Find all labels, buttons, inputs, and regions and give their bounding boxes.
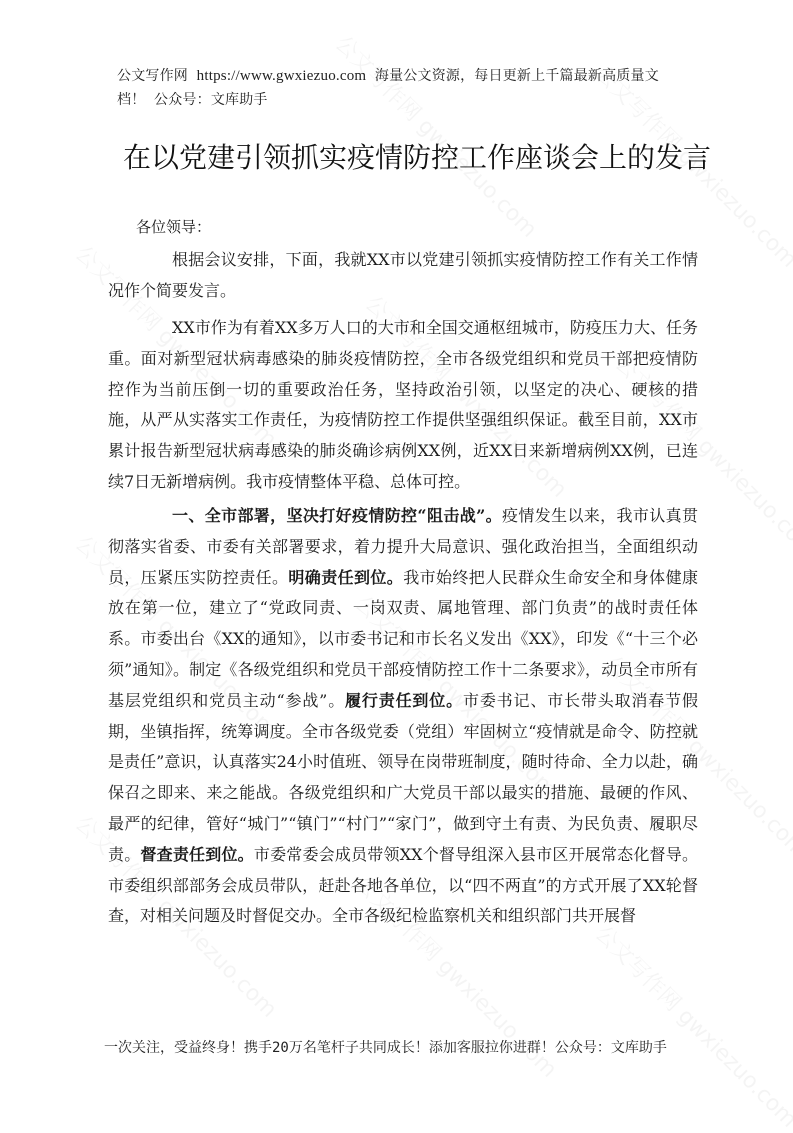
section-text: 疫情发生以来，我市认真贯彻落实省委、市委有关部署要求，着力提升大局意识、强化政治担当，全面组织动员，压紧压实防控责任。 [108,506,698,587]
paragraph-intro: 根据会议安排，下面，我就XX市以党建引领抓实疫情防控工作有关工作情况作个简要发言。 [108,250,698,300]
header-url-link[interactable]: https://www.gwxiezuo.com [196,68,367,84]
document-title: 在以党建引领抓实疫情防控工作座谈会上的发言 [122,141,711,174]
page-header [117,64,687,112]
paragraph-background: XX市作为有着XX多万人口的大市和全国交通枢纽城市，防疫压力大、任务重。面对新型冠状病毒感染的肺炎疫情防控，全市各级党组织和党员干部把疫情防控作为当前压倒一切的重要政治任务，坚持政治引领，以坚定的决心、硬核的措施，从严从实落实工作责任，为疫情防控工作提供坚强组织保证。截至目前，XX市累计报告新型冠状病毒感染的肺炎确诊病例XX例，近XX日来新增病例XX例，已连续7日无新增病例。我市疫情整体平稳、总体可控。 [108,318,698,491]
section-heading: 一、全市部署，坚决打好疫情防控“阻击战”。 [172,506,502,525]
header-suffix: 海量公文资源，每日更新上千篇最新高质量文档！ 公众号：文库助手 [117,68,659,108]
subheading-supervision: 督查责任到位。 [140,844,254,864]
header-prefix: 公文写作网 [117,68,197,84]
subheading-execution: 履行责任到位。 [345,690,463,710]
section-text: 市委书记、市长带头取消春节假期，坐镇指挥，统筹调度。全市各级党委（党组）牢固树立“疫情就是命令、防控就是责任”意识，认真落实24小时值班、领导在岗带班制度，随时待命、全力以赴，确保召之即来、来之能战。各级党组织和广大党员干部以最实的措施、最硬的作风、最严的纪律，管好“城门”“镇门”“村门”“家门”，做到守土有责、为民负责、履职尽责。 [108,690,698,864]
subheading-responsibility: 明确责任到位。 [288,567,404,587]
section-text: 我市始终把人民群众生命安全和身体健康放在第一位，建立了“党政同责、一岗双责、属地管理、部门负责”的战时责任体系。市委出台《XX的通知》，以市委书记和市长名义发出《XX》，印发《“十三个必须”通知》。制定《各级党组织和党员干部疫情防控工作十二条要求》，动员全市所有基层党组织和党员主动“参战”。 [108,567,698,710]
section-text: 市委常委会成员带领XX个督导组深入县市区开展常态化督导。市委组织部部务会成员带队，赶赴各地各单位，以“四不两直”的方式开展了XX轮督查，对相关问题及时督促交办。全市各级纪检监察机关和组织部门共开展督 [108,844,698,926]
paragraph-section-one [108,501,698,932]
salutation: 各位领导： [136,218,212,236]
page-footer: 一次关注，受益终身！携手20万名笔杆子共同成长！添加客服拉你进群！公众号：文库助手 [104,1040,667,1056]
watermark [589,918,793,1133]
watermark [329,28,545,244]
